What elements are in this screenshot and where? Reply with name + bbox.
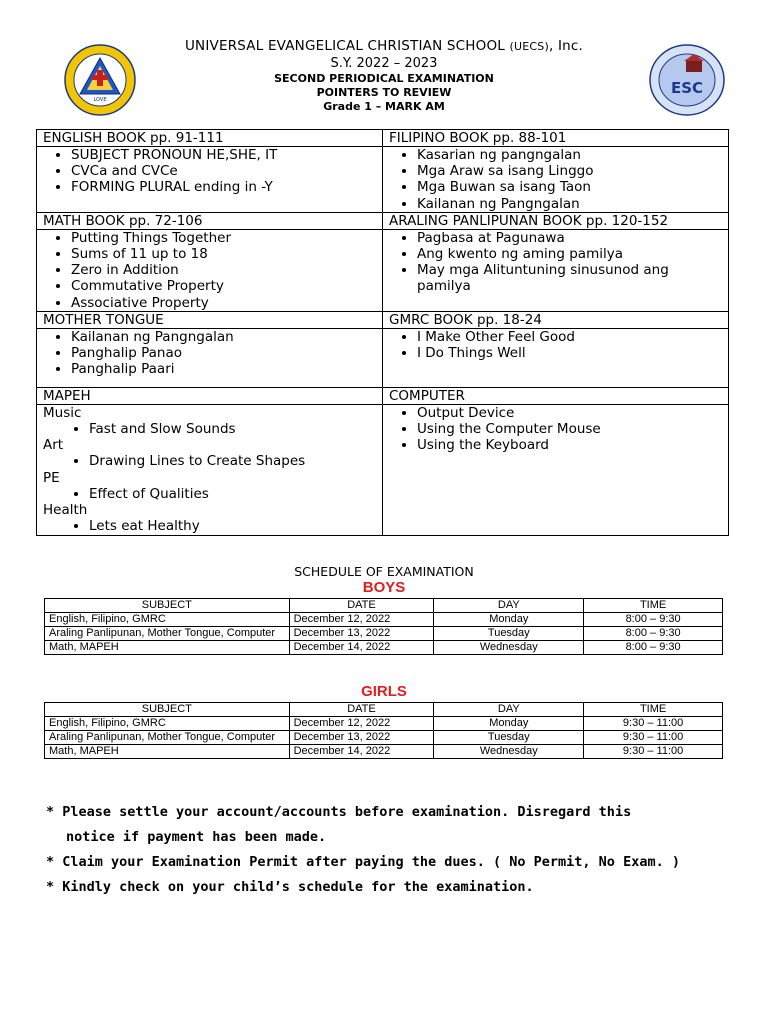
- cell-time: 9:30 – 11:00: [584, 717, 723, 731]
- note-schedule: * Kindly check on your child’s schedule for the examination.: [46, 879, 534, 895]
- list-item: • May mga Alituntuning sinusunod ang pamilya: [417, 262, 722, 294]
- cell-subject: Araling Panlipunan, Mother Tongue, Computer: [45, 731, 290, 745]
- cell-time: 8:00 – 9:30: [584, 613, 723, 627]
- note-payment: * Please settle your account/accounts before examination. Disregard this: [46, 804, 632, 820]
- ap-topics: [383, 229, 729, 311]
- list-item: • Using the Keyboard: [417, 437, 722, 453]
- col-subject: SUBJECT: [45, 599, 290, 613]
- mapeh-heading: MAPEH: [37, 387, 383, 404]
- table-row: [45, 613, 723, 627]
- english-heading: ENGLISH BOOK pp. 91-111: [37, 130, 383, 147]
- col-time: TIME: [584, 599, 723, 613]
- col-date: DATE: [289, 599, 434, 613]
- cell-time: 9:30 – 11:00: [584, 745, 723, 759]
- col-day: DAY: [434, 703, 584, 717]
- mapeh-topics: [37, 404, 383, 535]
- table-row: [45, 745, 723, 759]
- list-item: • Commutative Property: [71, 278, 376, 294]
- cell-day: Wednesday: [434, 745, 584, 759]
- table-row: [45, 641, 723, 655]
- cell-day: Monday: [434, 717, 584, 731]
- computer-heading: COMPUTER: [383, 387, 729, 404]
- mapeh-group-name: Health: [43, 502, 88, 519]
- list-item: • FORMING PLURAL ending in -Y: [71, 179, 376, 195]
- list-item: • Associative Property: [71, 295, 376, 311]
- list-item: • Kailanan ng Pangngalan: [71, 329, 376, 345]
- filipino-topics: [383, 147, 729, 213]
- mother-tongue-heading: MOTHER TONGUE: [37, 311, 383, 328]
- pointers-title: POINTERS TO REVIEW: [316, 86, 452, 99]
- ap-heading: ARALING PANLIPUNAN BOOK pp. 120-152: [383, 212, 729, 229]
- cell-subject: Math, MAPEH: [45, 745, 290, 759]
- cell-subject: Araling Panlipunan, Mother Tongue, Computer: [45, 627, 290, 641]
- gmrc-heading: GMRC BOOK pp. 18-24: [383, 311, 729, 328]
- cell-date: December 13, 2022: [289, 627, 434, 641]
- list-item: • Zero in Addition: [71, 262, 376, 278]
- list-item: • Kasarian ng pangngalan: [417, 147, 722, 163]
- col-day: DAY: [434, 599, 584, 613]
- cell-date: December 14, 2022: [289, 641, 434, 655]
- review-table: [36, 129, 729, 536]
- cell-day: Tuesday: [434, 731, 584, 745]
- note-payment-continued: notice if payment has been made.: [66, 829, 327, 845]
- boys-label: BOYS: [362, 579, 406, 596]
- english-topics: [37, 147, 383, 213]
- cell-date: December 14, 2022: [289, 745, 434, 759]
- col-date: DATE: [289, 703, 434, 717]
- cell-subject: English, Filipino, GMRC: [45, 717, 290, 731]
- table-header-row: [45, 599, 723, 613]
- cell-day: Wednesday: [434, 641, 584, 655]
- school-year: S.Y. 2022 – 2023: [330, 56, 438, 71]
- cell-subject: English, Filipino, GMRC: [45, 613, 290, 627]
- list-item: • Sums of 11 up to 18: [71, 246, 376, 262]
- list-item: • Panghalip Panao: [71, 345, 376, 361]
- grade-section: Grade 1 – MARK AM: [323, 100, 445, 113]
- list-item: • Lets eat Healthy: [89, 518, 376, 534]
- mapeh-group-name: Art: [43, 437, 64, 454]
- table-row: [45, 717, 723, 731]
- cell-day: Monday: [434, 613, 584, 627]
- math-topics: [37, 229, 383, 311]
- list-item: • Effect of Qualities: [89, 486, 376, 502]
- list-item: • Mga Araw sa isang Linggo: [417, 163, 722, 179]
- svg-text:ESC: ESC: [670, 79, 704, 97]
- list-item: • Ang kwento ng aming pamilya: [417, 246, 722, 262]
- list-item: • Panghalip Paari: [71, 361, 376, 377]
- table-header-row: [45, 703, 723, 717]
- list-item: • SUBJECT PRONOUN HE,SHE, IT: [71, 147, 376, 163]
- list-item: • Pagbasa at Pagunawa: [417, 230, 722, 246]
- cell-date: December 13, 2022: [289, 731, 434, 745]
- list-item: • Output Device: [417, 405, 722, 421]
- computer-topics: [383, 404, 729, 535]
- girls-schedule-table: [44, 702, 723, 759]
- filipino-heading: FILIPINO BOOK pp. 88-101: [383, 130, 729, 147]
- mapeh-group-name: PE: [43, 469, 60, 486]
- cell-time: 8:00 – 9:30: [584, 627, 723, 641]
- girls-label: GIRLS: [361, 683, 407, 700]
- mother-tongue-topics: [37, 328, 383, 387]
- boys-schedule-table: [44, 598, 723, 655]
- list-item: • I Make Other Feel Good: [417, 329, 722, 345]
- list-item: • Kailanan ng Pangngalan: [417, 196, 722, 212]
- list-item: • CVCa and CVCe: [71, 163, 376, 179]
- cell-subject: Math, MAPEH: [45, 641, 290, 655]
- mapeh-group-name: Music: [43, 404, 82, 421]
- list-item: • Fast and Slow Sounds: [89, 421, 376, 437]
- list-item: • Using the Computer Mouse: [417, 421, 722, 437]
- cell-time: 9:30 – 11:00: [584, 731, 723, 745]
- schedule-title: SCHEDULE OF EXAMINATION: [294, 564, 474, 579]
- cell-day: Tuesday: [434, 627, 584, 641]
- list-item: • I Do Things Well: [417, 345, 722, 361]
- cell-date: December 12, 2022: [289, 717, 434, 731]
- note-permit: * Claim your Examination Permit after paying the dues. ( No Permit, No Exam. ): [46, 854, 680, 870]
- exam-title: SECOND PERIODICAL EXAMINATION: [274, 72, 494, 85]
- list-item: • Putting Things Together: [71, 230, 376, 246]
- col-time: TIME: [584, 703, 723, 717]
- list-item: • Drawing Lines to Create Shapes: [89, 453, 376, 469]
- list-item: • Mga Buwan sa isang Taon: [417, 179, 722, 195]
- notes-section: [46, 800, 736, 900]
- math-heading: MATH BOOK pp. 72-106: [37, 212, 383, 229]
- gmrc-topics: [383, 328, 729, 387]
- table-row: [45, 627, 723, 641]
- cell-date: December 12, 2022: [289, 613, 434, 627]
- svg-text:LOVE: LOVE: [93, 97, 107, 103]
- school-name: UNIVERSAL EVANGELICAL CHRISTIAN SCHOOL (UECS), Inc.: [184, 38, 584, 54]
- cell-time: 8:00 – 9:30: [584, 641, 723, 655]
- table-row: [45, 731, 723, 745]
- col-subject: SUBJECT: [45, 703, 290, 717]
